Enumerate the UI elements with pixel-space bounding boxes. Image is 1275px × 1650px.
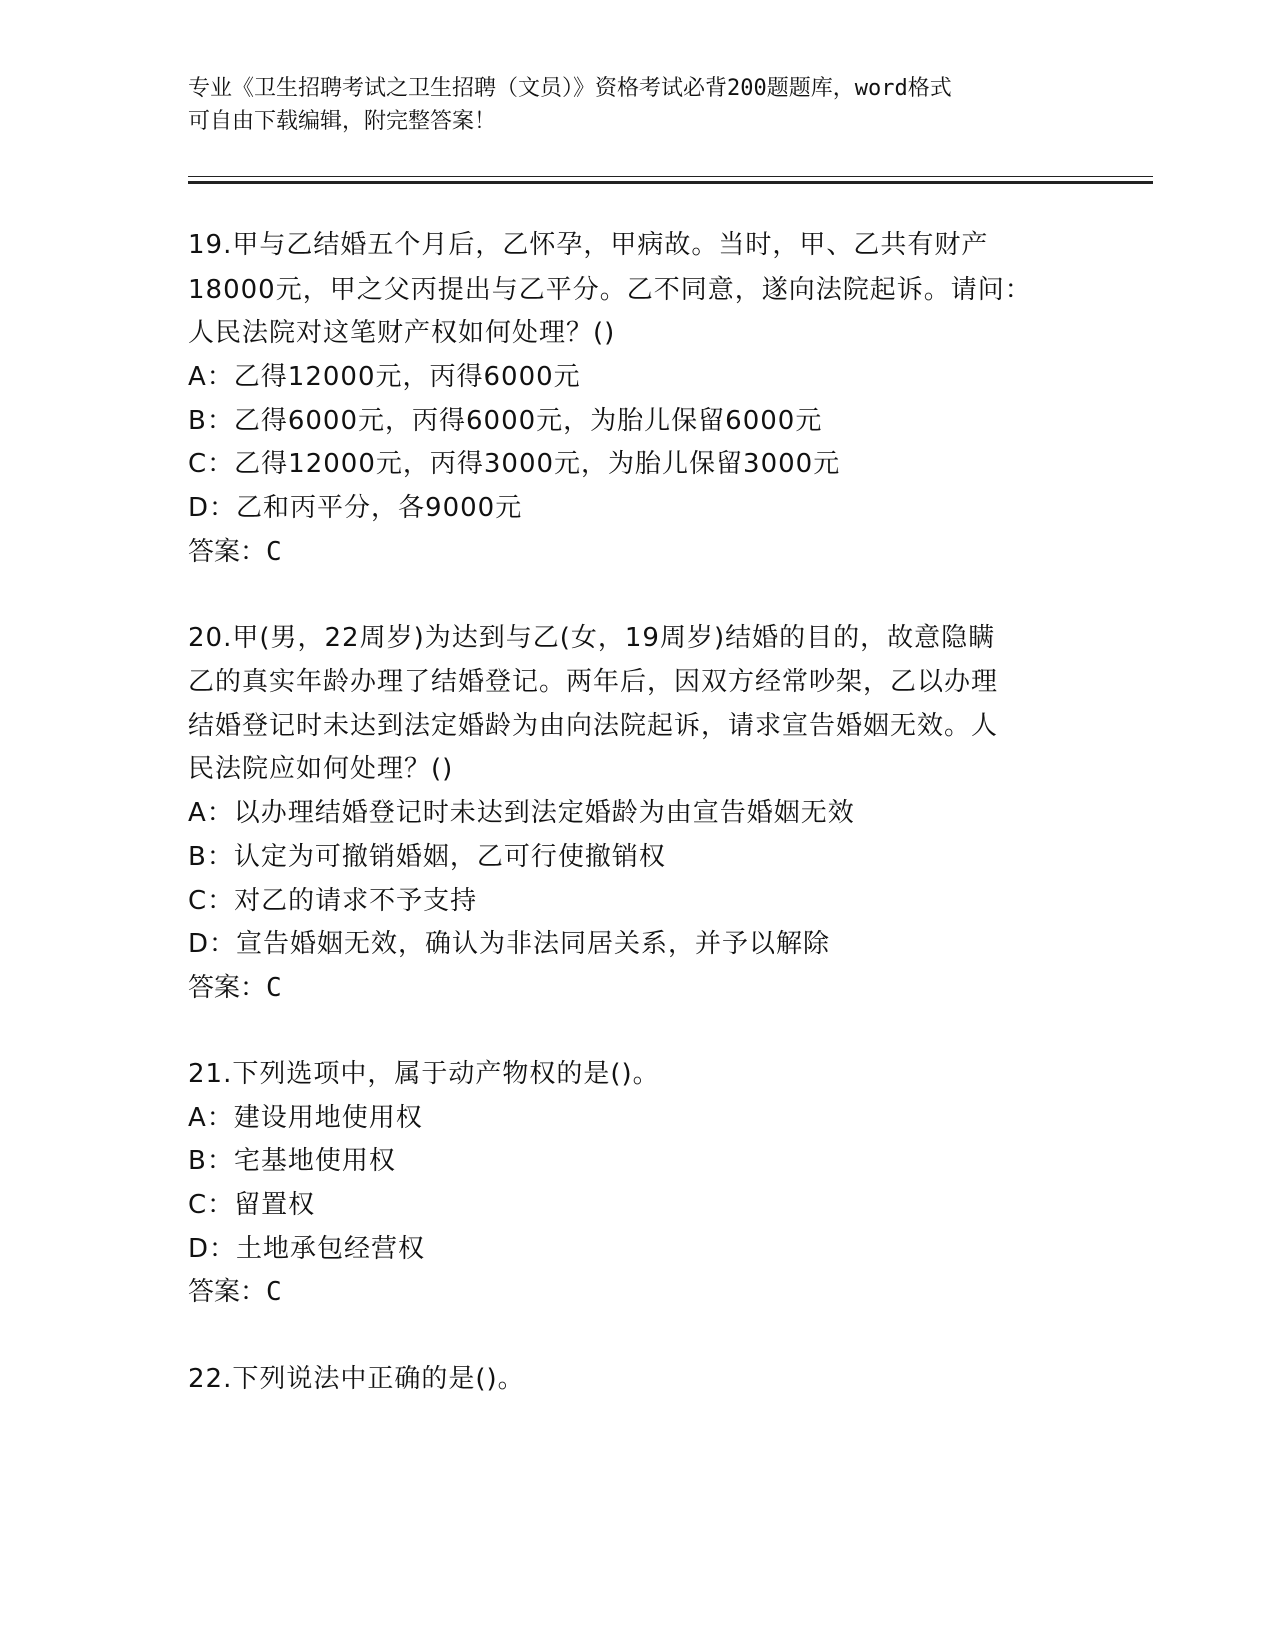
- header-divider-thick: [188, 181, 1153, 184]
- header-line-2: 可自由下载编辑，附完整答案！: [188, 109, 497, 134]
- question-stem-line: 18000元，甲之父丙提出与乙平分。乙不同意，遂向法院起诉。请问：: [188, 275, 1032, 305]
- option-c: C：对乙的请求不予支持: [188, 886, 478, 916]
- option-c: C：乙得12000元，丙得3000元，为胎儿保留3000元: [188, 449, 841, 479]
- option-d: D：土地承包经营权: [188, 1234, 426, 1264]
- answer: 答案：C: [188, 537, 282, 567]
- option-d: D：宣告婚姻无效，确认为非法同居关系，并予以解除: [188, 929, 831, 959]
- option-b: B：乙得6000元，丙得6000元，为胎儿保留6000元: [188, 406, 823, 436]
- question-stem-line: 19.甲与乙结婚五个月后，乙怀孕，甲病故。当时，甲、乙共有财产: [188, 230, 989, 260]
- header-line-1: 专业《卫生招聘考试之卫生招聘（文员）》资格考试必背200题题库，word格式: [188, 76, 952, 101]
- question-stem-line: 21.下列选项中，属于动产物权的是()。: [188, 1059, 660, 1089]
- option-b: B：认定为可撤销婚姻，乙可行使撤销权: [188, 842, 666, 872]
- option-a: A：乙得12000元，丙得6000元: [188, 362, 581, 392]
- answer: 答案：C: [188, 1277, 282, 1307]
- document-header: [188, 72, 1068, 138]
- question-stem-line: 人民法院对这笔财产权如何处理？(): [188, 318, 616, 348]
- option-c: C：留置权: [188, 1190, 316, 1220]
- question-stem-line: 乙的真实年龄办理了结婚登记。两年后，因双方经常吵架，乙以办理: [188, 667, 999, 697]
- option-a: A：以办理结婚登记时未达到法定婚龄为由宣告婚姻无效: [188, 798, 855, 828]
- header-divider-thin: [188, 176, 1153, 177]
- question-stem-line: 22.下列说法中正确的是()。: [188, 1364, 525, 1394]
- option-d: D：乙和丙平分，各9000元: [188, 493, 523, 523]
- option-a: A：建设用地使用权: [188, 1103, 423, 1133]
- answer: 答案：C: [188, 973, 282, 1003]
- question-stem-line: 民法院应如何处理？(): [188, 754, 454, 784]
- question-stem-line: 结婚登记时未达到法定婚龄为由向法院起诉，请求宣告婚姻无效。人: [188, 711, 999, 741]
- option-b: B：宅基地使用权: [188, 1146, 396, 1176]
- question-stem-line: 20.甲(男，22周岁)为达到与乙(女，19周岁)结婚的目的，故意隐瞒: [188, 623, 996, 653]
